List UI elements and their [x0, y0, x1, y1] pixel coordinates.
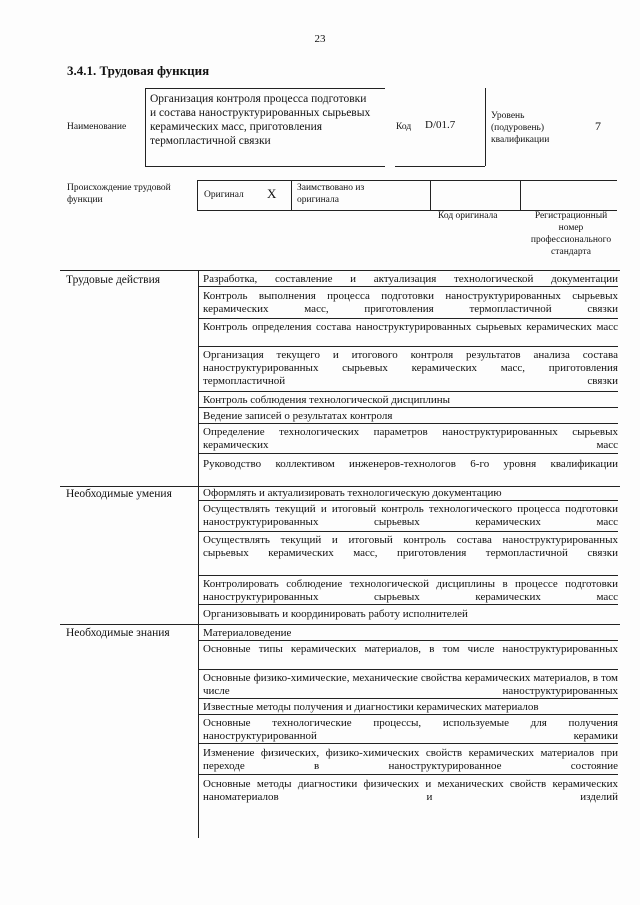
table-row: Основные типы керамических материалов, в том числе наноструктурированных: [203, 643, 618, 655]
table-row: Контроль определения состава наноструктурированных сырьевых керамических масс: [203, 321, 618, 333]
code-box-right-border: [485, 88, 486, 166]
table-row: Основные физико-химические, механические свойства керамических материалов, в том числе наноструктурированных: [203, 672, 618, 697]
origin-label: Происхождение трудовой функции: [67, 183, 171, 205]
borrowed-label: Заимствовано из оригинала: [297, 183, 365, 205]
table-row: Осуществлять текущий и итоговый контроль состава наноструктурированных сырьевых керамических масс, приготовления термопластичной связки: [203, 534, 618, 559]
name-box-left-border: [145, 88, 146, 166]
table-row: Основные технологические процессы, используемые для получения наноструктурированной керамики: [203, 717, 618, 742]
row-separator: [198, 423, 618, 424]
table-row: Материаловедение: [203, 627, 292, 639]
row-separator: [198, 714, 618, 715]
name-box-bottom-border: [145, 166, 385, 167]
function-name: Организация контроля процесса подготовки и состава наноструктурированных сырьевых керамических масс, приготовления термопластичной связки: [150, 93, 371, 147]
table-row: Организация текущего и итогового контроля результатов анализа состава наноструктурированных сырьевых керамических масс, приготовления термопластичной связки: [203, 349, 618, 387]
page-number: 23: [314, 33, 326, 45]
table-row: Контроль соблюдения технологической дисциплины: [203, 394, 450, 406]
section-title-actions: Трудовые действия: [66, 274, 161, 286]
section-separator: [60, 624, 620, 625]
row-separator: [198, 531, 618, 532]
row-separator: [198, 318, 618, 319]
row-separator: [198, 743, 618, 744]
row-separator: [198, 453, 618, 454]
original-mark: X: [267, 186, 277, 201]
table-row: Разработка, составление и актуализация технологической документации: [203, 273, 618, 285]
section-title-skills: Необходимые умения: [66, 488, 172, 500]
row-separator: [198, 286, 618, 287]
table-row: Организовывать и координировать работу исполнителей: [203, 608, 468, 620]
row-separator: [198, 346, 618, 347]
table-row: Основные методы диагностики физических и механических свойств керамических наноматериалов и изделий: [203, 778, 618, 803]
code-value: D/01.7: [425, 119, 456, 131]
row-separator: [198, 500, 618, 501]
row-separator: [198, 774, 618, 775]
row-separator: [198, 391, 618, 392]
name-label: Наименование: [67, 122, 127, 132]
row-separator: [198, 669, 618, 670]
origin-divider-2: [430, 180, 431, 210]
section-title: 3.4.1. Трудовая функция: [67, 63, 210, 78]
level-value: 7: [595, 119, 601, 133]
table-row: Известные методы получения и диагностики керамических материалов: [203, 701, 539, 713]
table-row: Контролировать соблюдение технологической дисциплины в процессе подготовки наноструктурированных сырьевых керамических масс: [203, 578, 618, 603]
table-column-divider: [198, 270, 199, 838]
section-title-knowledge: Необходимые знания: [66, 627, 170, 639]
origin-left-border: [197, 180, 198, 210]
row-separator: [198, 575, 618, 576]
table-row: Руководство коллективом инженеров-технологов 6-го уровня квалификации: [203, 458, 618, 470]
table-row: Определение технологических параметров наноструктурированных сырьевых керамических масс: [203, 426, 618, 451]
name-box-top-border: [145, 88, 385, 89]
reg-number-label: Регистрационный номер профессионального стандарта: [530, 211, 612, 257]
origin-divider-1: [291, 180, 292, 210]
level-label: Уровень (подуровень) квалификации: [491, 111, 550, 145]
table-row: Ведение записей о результатах контроля: [203, 410, 393, 422]
table-row: Осуществлять текущий и итоговый контроль технологического процесса подготовки наноструктурированных сырьевых керамических масс: [203, 503, 618, 528]
origin-top-border: [197, 180, 617, 181]
table-row: Контроль выполнения процесса подготовки наноструктурированных сырьевых керамических масс, приготовления термопластичной связки: [203, 290, 618, 315]
table-top-border: [60, 270, 620, 271]
code-label: Код: [396, 122, 412, 132]
code-original-label: Код оригинала: [438, 211, 498, 221]
code-box-bottom-border: [395, 166, 485, 167]
row-separator: [198, 640, 618, 641]
original-label: Оригинал: [204, 190, 244, 200]
row-separator: [198, 407, 618, 408]
row-separator: [198, 604, 618, 605]
table-row: Изменение физических, физико-химических свойств керамических материалов при переходе в наноструктурированное состояние: [203, 747, 618, 772]
row-separator: [198, 698, 618, 699]
table-row: Оформлять и актуализировать технологическую документацию: [203, 487, 502, 499]
origin-divider-3: [520, 180, 521, 210]
